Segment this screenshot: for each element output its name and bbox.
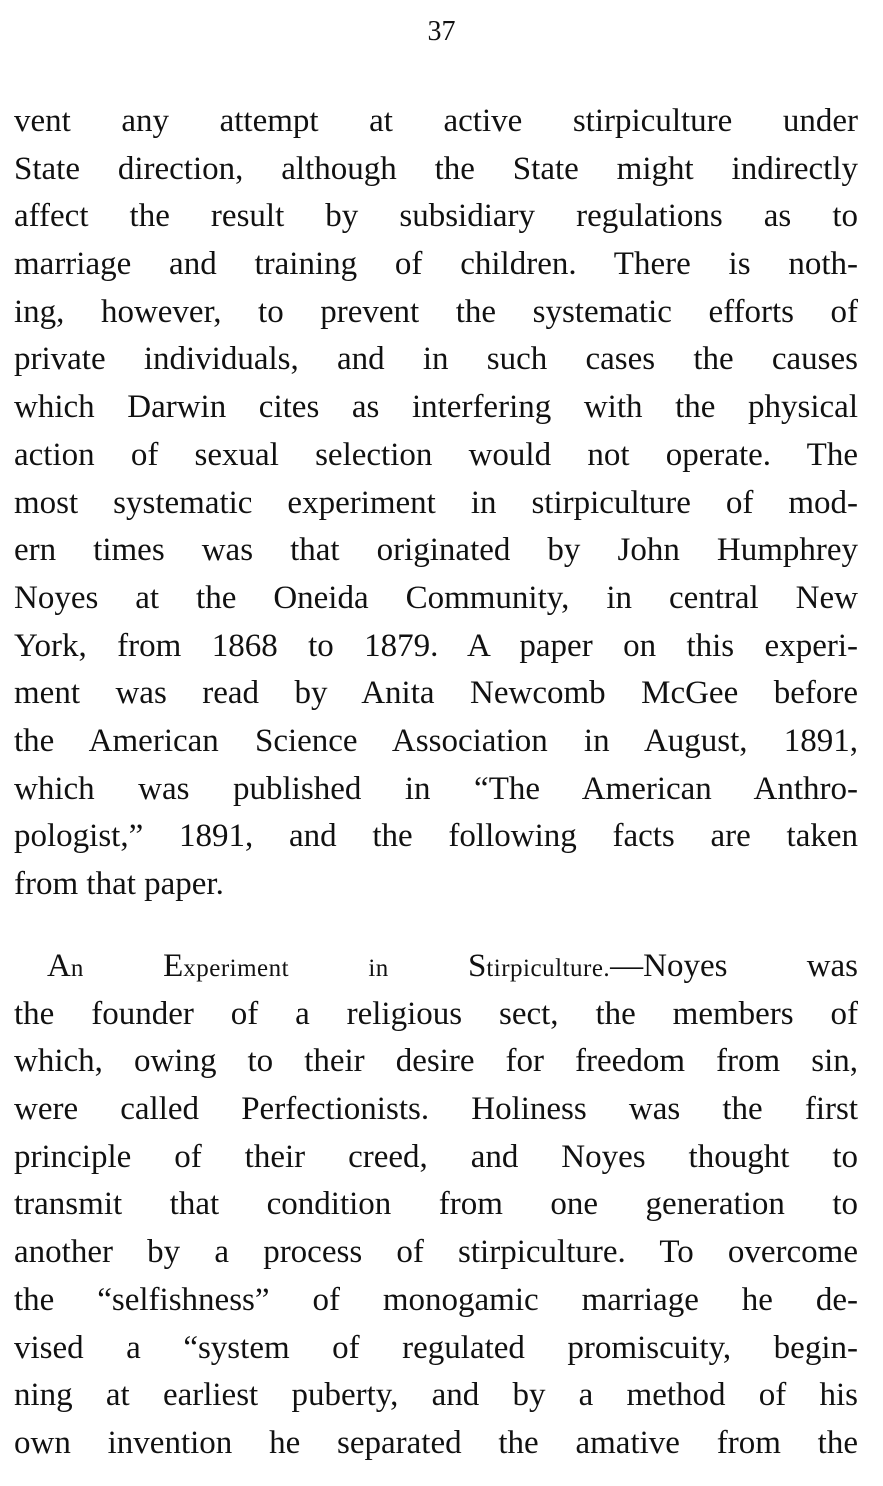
text-line: State direction, although the State might indirectly bbox=[14, 150, 858, 187]
text-line: action of sexual selection would not operate. The bbox=[14, 436, 858, 473]
text-line: marriage and training of children. There is noth- bbox=[14, 246, 858, 283]
heading-continuation: —Noyes was bbox=[610, 948, 858, 984]
text-line: ning at earliest puberty, and by a method of his bbox=[14, 1377, 858, 1414]
text-line: were called Perfectionists. Holiness was the first bbox=[14, 1091, 858, 1128]
text-line: vised a “system of regulated promiscuity, begin- bbox=[14, 1329, 858, 1366]
paragraph-2 bbox=[14, 943, 858, 1468]
text-line: private individuals, and in such cases the causes bbox=[14, 341, 858, 378]
section-heading: An Experiment in Stirpiculture. bbox=[47, 948, 611, 984]
text-line: York, from 1868 to 1879. A paper on this experi- bbox=[14, 627, 858, 664]
text-line: Noyes at the Oneida Community, in central New bbox=[14, 579, 858, 616]
text-line: the founder of a religious sect, the members of bbox=[14, 995, 858, 1032]
text-line: transmit that condition from one generation to bbox=[14, 1186, 858, 1223]
text-line: ing, however, to prevent the systematic efforts of bbox=[14, 293, 858, 330]
text-line: the “selfishness” of monogamic marriage he de- bbox=[14, 1281, 858, 1318]
text-line: own invention he separated the amative from the bbox=[14, 1424, 858, 1461]
page-number: 37 bbox=[427, 16, 456, 47]
text-line: affect the result by subsidiary regulations as to bbox=[14, 198, 858, 235]
text-line: which, owing to their desire for freedom from sin, bbox=[14, 1043, 858, 1080]
text-line: pologist,” 1891, and the following facts are taken bbox=[14, 818, 858, 855]
paragraph-1 bbox=[14, 98, 858, 909]
text-line: vent any attempt at active stirpiculture under bbox=[14, 103, 858, 139]
text-line: the American Science Association in August, 1891, bbox=[14, 722, 858, 759]
section-heading-line bbox=[14, 943, 858, 991]
text-line: from that paper. bbox=[14, 866, 224, 902]
text-line: which Darwin cites as interfering with the physical bbox=[14, 389, 858, 426]
text-line: principle of their creed, and Noyes thought to bbox=[14, 1138, 858, 1175]
text-line: another by a process of stirpiculture. To overcome bbox=[14, 1234, 858, 1271]
text-line: which was published in “The American Anthro- bbox=[14, 770, 858, 807]
text-line: ment was read by Anita Newcomb McGee before bbox=[14, 675, 858, 712]
text-line: ern times was that originated by John Humphrey bbox=[14, 532, 858, 569]
text-line: most systematic experiment in stirpiculture of mod- bbox=[14, 484, 858, 521]
